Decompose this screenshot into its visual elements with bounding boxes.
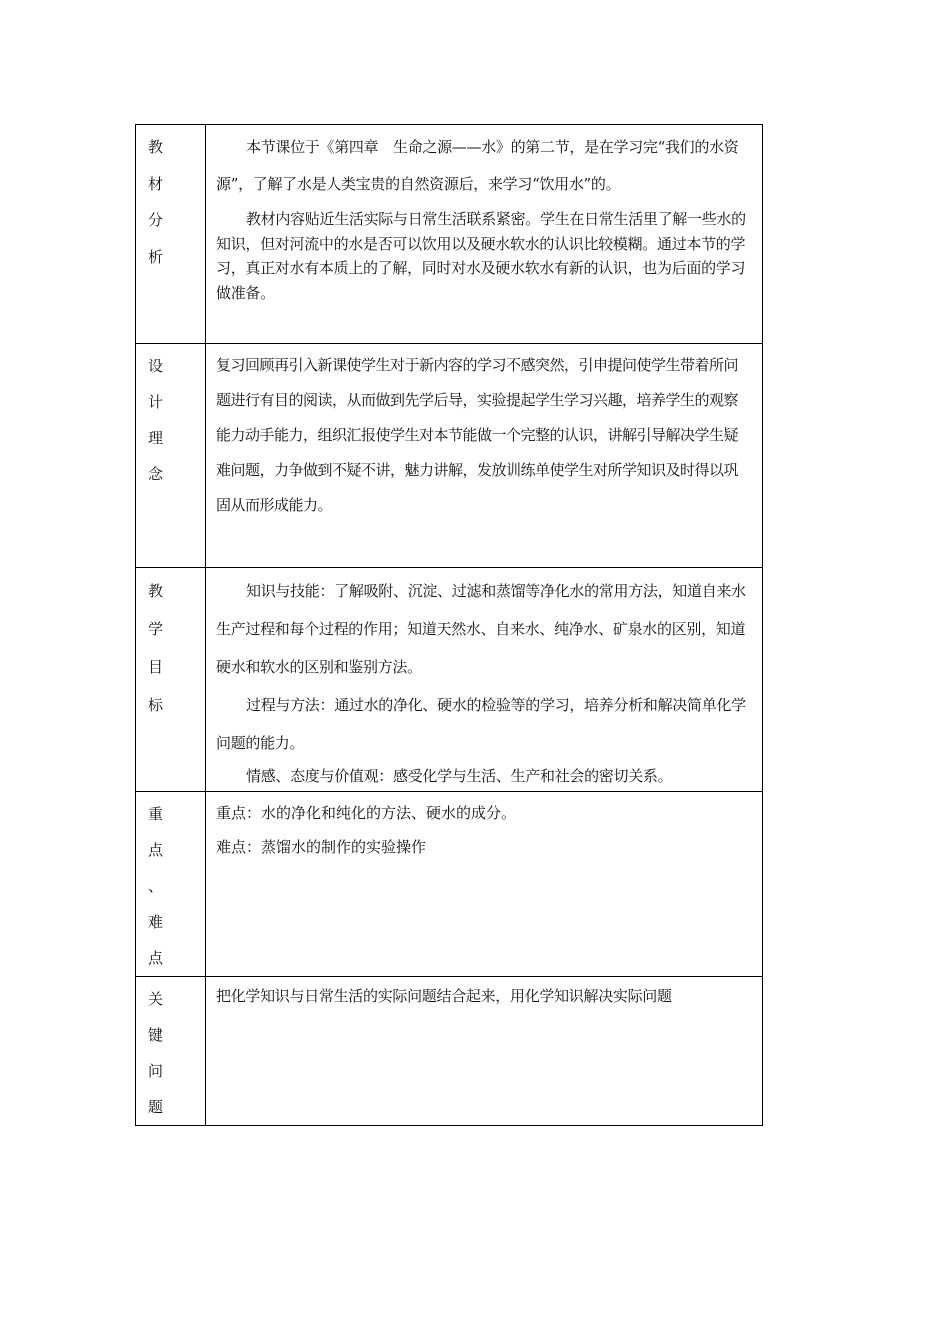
label-char: 点 <box>148 841 164 859</box>
label-char: 、 <box>148 877 164 895</box>
paragraph: 复习回顾再引入新课使学生对于新内容的学习不感突然，引申提问使学生带着所问题进行有目的阅读，从而做到先学后导，实验提起学生学习兴趣，培养学生的观察能力动手能力，组织汇报使学生对本节能做一个完整的认识，讲解引导解决学生疑难问题，力争做到不疑不讲，魅力讲解，发放训练单使学生对所学知识及时得以巩固从而形成能力。 <box>216 356 739 514</box>
paragraph: 过程与方法：通过水的净化、硬水的检验等的学习，培养分析和解决简单化学问题的能力。 <box>216 696 746 752</box>
label-char: 理 <box>148 429 164 447</box>
label-char: 关 <box>148 990 164 1008</box>
paragraph: 难点：蒸馏水的制作的实验操作 <box>216 838 427 856</box>
row-content-key-points <box>206 792 763 977</box>
table-row-teaching-goals <box>136 568 763 792</box>
paragraph: 重点：水的净化和纯化的方法、硬水的成分。 <box>216 804 517 822</box>
row-label-key-points <box>136 792 206 977</box>
label-char: 分 <box>148 211 164 229</box>
label-char: 重 <box>148 805 164 823</box>
row-label-textbook-analysis <box>136 125 206 344</box>
label-char: 念 <box>148 465 164 483</box>
paragraph: 知识与技能：了解吸附、沉淀、过滤和蒸馏等净化水的常用方法，知道自来水生产过程和每个过程的作用；知道天然水、自来水、纯净水、矿泉水的区别，知道硬水和软水的区别和鉴别方法。 <box>216 582 746 676</box>
label-char: 教 <box>148 582 164 600</box>
row-label-key-question <box>136 977 206 1126</box>
label-char: 题 <box>148 1098 164 1116</box>
label-char: 材 <box>148 174 164 193</box>
label-char: 析 <box>148 247 164 266</box>
table-row-textbook-analysis <box>136 125 763 344</box>
row-content-teaching-goals <box>206 568 763 792</box>
label-char: 计 <box>148 393 164 411</box>
row-content-key-question <box>206 977 763 1126</box>
row-content-textbook-analysis <box>206 125 763 344</box>
row-label-design-concept <box>136 344 206 568</box>
table-row-design-concept <box>136 344 763 568</box>
paragraph: 教材内容贴近生活实际与日常生活联系紧密。学生在日常生活里了解一些水的知识，但对河流中的水是否可以饮用以及硬水软水的认识比较模糊。通过本节的学习，真正对水有本质上的了解，同时对水及硬水软水有新的认识，也为后面的学习做准备。 <box>216 210 746 302</box>
lesson-plan-table <box>135 124 763 1126</box>
label-char: 设 <box>148 357 164 375</box>
label-char: 教 <box>148 138 164 156</box>
label-char: 目 <box>148 658 164 676</box>
label-char: 键 <box>148 1026 164 1044</box>
label-char: 难 <box>148 913 164 931</box>
label-char: 标 <box>148 696 164 714</box>
table-row-key-question <box>136 977 763 1126</box>
table-row-key-points <box>136 792 763 977</box>
row-label-teaching-goals <box>136 568 206 792</box>
paragraph: 情感、态度与价值观：感受化学与生活、生产和社会的密切关系。 <box>246 767 673 785</box>
label-char: 学 <box>148 620 164 638</box>
paragraph: 把化学知识与日常生活的实际问题结合起来，用化学知识解决实际问题 <box>216 987 672 1005</box>
row-content-design-concept <box>206 344 763 568</box>
label-char: 问 <box>148 1062 164 1080</box>
label-char: 点 <box>148 949 164 967</box>
paragraph: 本节课位于《第四章 生命之源——水》的第二节，是在学习完“我们的水资源”，了解了水是人类宝贵的自然资源后，来学习“饮用水”的。 <box>216 138 739 193</box>
